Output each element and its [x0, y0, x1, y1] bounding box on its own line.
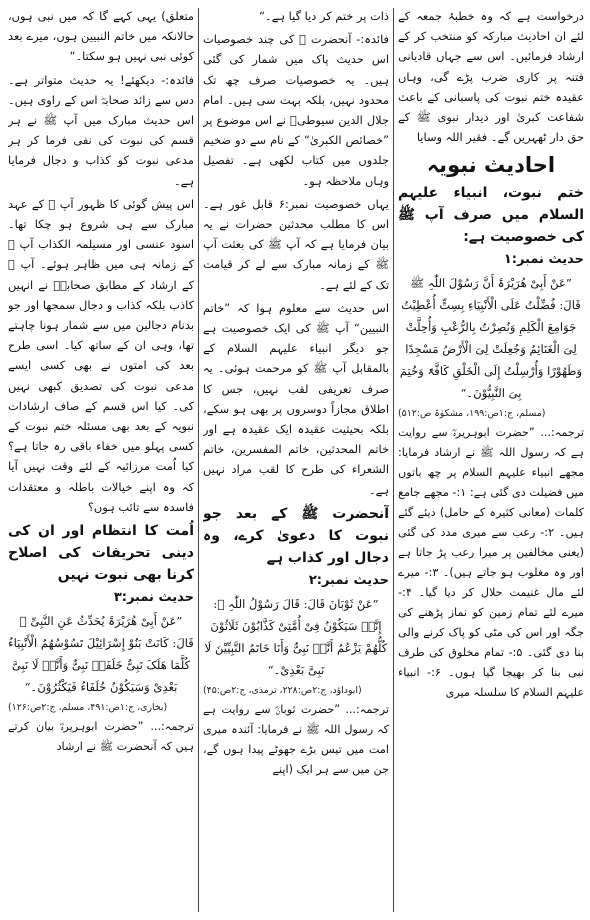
translation-paragraph: ترجمہ:... ”حضرت ابوہریرہؓ بیان کرتے ہیں کہ آنحضرت ﷺ نے ارشاد: [8, 720, 194, 754]
column-divider: [393, 8, 394, 912]
hadith-reference: (ابوداؤد، ج:۲ص:۲۲۸، ترمذی، ج:۲ص:۴۵): [203, 684, 362, 696]
left-column: [8, 6, 194, 914]
subheading: اُمت کا انتظام اور ان کی دینی تحریفات کی اصلاح کرنا بھی نبوت نہیں: [8, 523, 194, 584]
hadith-reference: (مسلم، ج:۱ص:۱۹۹، مشکوٰۃ ص:۵۱۲): [398, 408, 546, 420]
hadith-reference: (بخاری، ج:۱ص:۴۹۱، مسلم، ج:۲ص:۱۲۶): [8, 702, 168, 714]
explanation-paragraph: یہاں خصوصیت نمبر:۶ قابل غور ہے۔ اس کا مطلب محدثین حضرات نے یہ بیان فرمایا ہے کہ آپ ﷺ کی بعثت آپ ﷺ کے زمانہ مبارک سے لے کر قیامت تک کے لئے ہے۔: [203, 196, 389, 292]
subheading: آنحضرت ﷺ کے بعد جو نبوت کا دعویٰ کرے، وہ دجال اور کذاب ہے: [203, 505, 389, 566]
intro-paragraph: درخواست ہے کہ وہ خطبۂ جمعہ کے لئے ان احادیث مبارکہ کو منتخب کر کے ارشاد فرمائیں۔ اس سے جہاں قادیانی فتنہ پر کاری ضرب پڑے گی، وہاں عقیدہ ختم نبوت کی پاسبانی کے باعث شفاعت کبریٰ اور دیدار نبوی ﷺ کے حق دار ٹھہریں گے۔ فقیر اللہ وسایا: [398, 9, 584, 145]
section-heading: احادیث نبویہ: [426, 153, 556, 178]
hadith-number: حدیث نمبر:۱: [503, 252, 584, 268]
translation-paragraph: ترجمہ:... ”حضرت ابوہریرہؓ سے روایت ہے کہ رسول اللہ ﷺ نے ارشاد فرمایا: مجھے انبیاء علیہم السلام پر چھ باتوں میں فضیلت دی گئی ہے: ۱:- مجھے جامع کلمات (معانی کثیرہ کے حامل) دیئے گئے ہیں۔ ۲:- رعب سے میری مدد کی گئی (یعنی مخالفین پر میرا رعب پڑ جاتا ہے اور وہ مغلوب ہو جاتے ہیں)۔ ۳:- میرے لئے مال غنیمت حلال کر دیا گیا۔ ۴:- میرے لئے تمام زمین کو نماز پڑھنے کی جگہ اور اس کی مٹی کو پاک کرنے والی بنا دی گئی۔ ۵:- تمام مخلوق کی طرف نبی بنا کر بھیجا گیا ہوں۔ ۶:- انبیاء علیہم السلام کا سلسلہ میری: [398, 426, 584, 700]
explanation-paragraph: اس پیش گوئی کا ظہور آپ ﷺ کے عہد مبارک سے ہی شروع ہو چکا تھا۔ اسود عنسی اور مسیلمہ الکذاب آپ ﷺ کے زمانہ ہی میں ظاہر ہوئے۔ آپ ﷺ کے ارشاد کے مطابق صحابہؓ نے انہیں کاذب بلکہ کذاب و دجال سمجھا اور جو بدنام دجالین میں سے شمار ہونا چاہتے تھا، وہی ان کے ساتھ کیا۔ اسی طرح بعد کی امتوں نے بھی کسی ایسے مدعی نبوت کی تصدیق کبھی نہیں کی۔ کیا اس قسم کے صاف ارشادات نبویہ کے بعد بھی مسئلہ ختم نبوت کے کسی پہلو میں خفاء باقی رہ جاتا ہے؟ کیا اُمت مرزائیہ کے لئے وقت نہیں آیا کہ وہ اپنے خیالات باطلہ و معتقدات فاسدہ سے تائب ہوں؟: [8, 196, 194, 514]
explanation-paragraph-2: اس حدیث سے معلوم ہوا کہ ”خاتم النبیین“ آپ ﷺ کی ایک خصوصیت ہے جو دیگر انبیاء علیہم السلام کے بالمقابل آپ ﷺ کو مرحمت ہوئی۔ یہ صرف تعریفی لقب نہیں، جس کا اطلاق مجازاً دوسروں پر بھی ہو سکے، بلکہ بحیثیت عقیدہ ایک عقیدہ ہے اور خاتم المحدثین، خاتم المفسرین، خاتم الشعراء کی طرح کا لقب مراد نہیں ہے۔: [203, 300, 389, 497]
benefit-paragraph: فائدہ:- آنحضرت ﷺ کی چند خصوصیات اس حدیث پاک میں شمار کی گئی ہیں۔ یہ خصوصیات صرف چھ تک محدود نہیں، بلکہ بہت سی ہیں۔ امام جلال الدین سیوطیؒ نے اس موضوع پر ”خصائص الکبریٰ“ کے نام سے دو ضخیم جلدوں میں کتاب لکھی ہے۔ تفصیل وہاں ملاحظہ ہو۔: [203, 32, 389, 188]
arabic-hadith-text: ”عَنْ ثَوْبَانَ قَالَ: قَالَ رَسُوْلُ اللّٰہِ ﷺ: إِنَّہٗ سَیَکُوْنُ فِیْ أُمَّتِیْ کَذَّابُوْنَ ثَلَاثُوْنَ کُلُّھُمْ یَزْعُمُ أَنَّہٗ نَبِیٌّ وَأَنَا خَاتَمُ النَّبِیِّیْنَ لَا نَبِیَّ بَعْدِیْ۔“: [204, 596, 388, 677]
arabic-hadith-text: ”عَنْ أَبِیْ ھُرَیْرَۃَ أَنَّ رَسُوْلَ اللّٰہِ ﷺ قَالَ: فُضِّلْتُ عَلَی الْأَنْبِیَاءِ بِسِتٍّ أُعْطِیْتُ جَوَامِعَ الْکَلِمِ وَنُصِرْتُ بِالرُّعْبِ وَأُحِلَّتْ لِیَ الْغَنَائِمُ وَجُعِلَتْ لِیَ الْأَرْضُ مَسْجِدًا وَطَھُوْرًا وَأُرْسِلْتُ إِلَی الْخَلْقِ کَافَّۃً وَخُتِمَ بِیَ النَّبِیُّوْنَ۔“: [399, 276, 583, 401]
continuation-paragraph: ذات پر ختم کر دیا گیا ہے۔“: [259, 9, 389, 23]
hadith-number: حدیث نمبر:۲: [308, 572, 389, 588]
arabic-hadith-text: ”عَنْ أَبِیْ ھُرَیْرَۃَ یُحَدِّثُ عَنِ النَّبِیِّ ﷺ قَالَ: کَانَتْ بَنُوْ إِسْرَائِیْلَ تَسُوْسُھُمُ الْأَنْبِیَاءُ کُلَّمَا ھَلَکَ نَبِیٌّ خَلَفَہٗ نَبِیٌّ وَأَنَّہٗ لَا نَبِیَّ بَعْدِیْ وَسَیَکُوْنُ خُلَفَاءُ فَیَکْثُرُوْنَ۔“: [8, 614, 194, 695]
benefit-paragraph: فائدہ:- دیکھئے! یہ حدیث متواتر ہے۔ دس سے زائد صحابہؓ اس کے راوی ہیں۔ اس حدیث مبارک میں آپ ﷺ نے ہر قسم کی نبوت کی نفی فرما کر ہر مدعی نبوت کو کذاب و دجال فرمایا ہے۔: [8, 72, 194, 188]
subheading: ختم نبوت، انبیاء علیہم السلام میں صرف آپ ﷺ کی خصوصیت ہے:: [398, 185, 584, 246]
translation-paragraph: ترجمہ:... ”حضرت ثوبانؓ سے روایت ہے کہ رسول اللہ ﷺ نے فرمایا: آئندہ میری امت میں تیس بڑے جھوٹے پیدا ہوں گے، جن میں سے ہر ایک (اپنے: [203, 702, 389, 776]
continuation-paragraph: متعلق) یہی کہے گا کہ میں نبی ہوں، حالانکہ میں خاتم النبیین ہوں، میرے بعد کوئی نبی نہیں ہو سکتا۔“: [8, 9, 194, 64]
middle-column: [203, 6, 389, 914]
hadith-number: حدیث نمبر:۳: [113, 590, 194, 606]
right-column: [398, 6, 584, 914]
column-divider: [198, 8, 199, 912]
